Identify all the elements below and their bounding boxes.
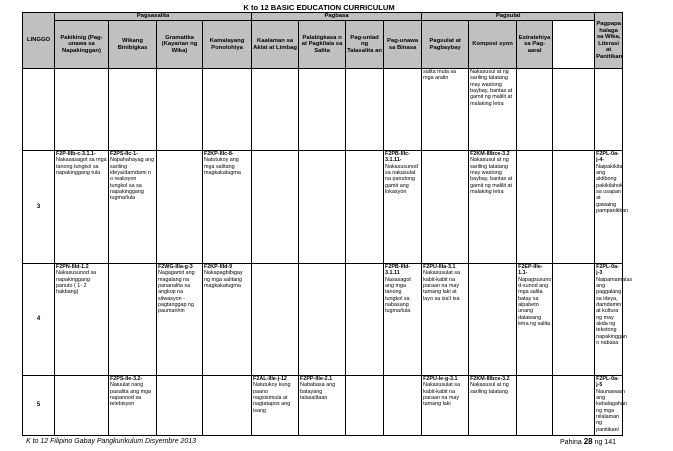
header-kamalayang-ponolohiya: Kamalayang Ponolohiya [203,21,252,69]
table-cell: F2PS-IIc-1- Napahahayag ang sariling ideya/damdami n o reaksyon tungkol sa sa napakinggang tugma/tula [109,151,157,264]
table-cell: F2PU-IIIa-3.1 Nakasusulat sa kabit-kabit na paraan na may tamang laki at layo sa isa't isa [422,264,469,376]
table-cell: F2PL-0a-j-5 Naunawaan ang kahalagahan ng mga nilalaman ng panitikan/ [595,376,623,436]
table-cell: F2PS-IIe-3.2- Naiuulat nang pasalita ang mga napanood sa telebisyon [109,376,157,436]
header-gramatika: Gramatika (Kayarian ng Wika) [157,21,203,69]
table-cell: salita mula sa mga aralin [422,69,469,151]
table-cell: F2EP-IIIe-1.1- Napagsusuno d-sunod ang mga salita batay sa alpabeto unang dalawang letra ng salita [517,264,553,376]
table-row [23,69,673,151]
header-pagbasa: Pagbasa [252,13,422,21]
table-cell: F2KM-IIIbce-3.2 Nakasusul at ng sariling talatang may wastong baybay, bantas at gamit ng malilit at malaking letra [469,151,517,264]
table-cell: F2PL-0a-j-3 Naipamamalas ang paggalang sa ideya, damdamin at kultura ng may akda ng tekstong napakinggan o nabasa [595,264,623,376]
table-cell: F2PB-IIId-3.1.11 Nasasagot ang mga tanong tungkol sa nabasang tugma/tula [384,264,422,376]
week-number: 3 [23,151,55,264]
header-kaalaman-aklat: Kaalaman sa Aklat at Limbag [252,21,299,69]
table-cell: F2PB-IIIc-3.1.11- Nakasusunod sa nakasulat na panutong gamit ang lokasyon [384,151,422,264]
table-cell: F2P-IIIb-c-3.1.1- Nakasasagot sa mga tanong tungkol sa napakinggang tula [55,151,109,264]
table-cell: F2KP-IIId-9 Nakapagbibigay ng mga salitang magkakatugma [203,264,252,376]
week-number: 5 [23,376,55,436]
table-cell: F2KP-IIIc-8- Natutukoy ang mga salitang magkakatugma [203,151,252,264]
week-number: 4 [23,264,55,376]
table-cell: F2PN-IIId-1.2 Nakasusunod sa napakinggang panuto ( 1- 2 hakbang) [55,264,109,376]
header-pagsulat-pagbaybay: Pagsulat at Pagbaybay [422,21,469,69]
header-pagpapahalaga: Pagpapa halaga sa Wika, Literasi at Panitikan [595,13,623,69]
table-row [23,376,673,436]
header-pagsasalita: Pagsasalita [55,13,252,21]
table-header-group-row [23,13,673,21]
curriculum-table [22,12,673,436]
table-header-row [23,21,673,69]
header-pagsulat: Pagsulat [422,13,595,21]
page-number: Pahina 28 ng 141 [559,437,616,446]
table-cell: F2PL-0a-j-4- Naipakikita ang aktibong pakikilahok sa usapan at gawaing pampanitikan [595,151,623,264]
header-lingo: LINGGO [23,13,55,69]
table-cell: F2AL-IIIe-j-12 Natutukoy kung paano nagsisimula at nagtatapos ang isang [252,376,299,436]
header-estratehiya: Estratehiya sa Pag-aaral [517,21,553,69]
header-wikang-binibigkas: Wikang Binibigkas [109,21,157,69]
header-palabigkasan: Palabigkasa n at Pagkilala sa Salita [299,21,346,69]
header-pag-unawa-binasa: Pag-unawa sa Binasa [384,21,422,69]
header-pag-unlad: Pag-unlad ng Talasalita an [346,21,384,69]
table-cell: F2PU-Ie-g-3.1 Nakasusulat sa kabit-kabit na paraan na may tamang laki [422,376,469,436]
footer-document-title: K to 12 Filipino Gabay Pangkurikulum Disyembre 2013 [26,438,197,445]
table-row [23,151,673,264]
header-pakikinig: Pakikinig (Pag-unawa sa Napakinggan) [55,21,109,69]
header-komposisyon: Komposi syon [469,21,517,69]
page-title: K to 12 BASIC EDUCATION CURRICULUM [243,3,395,12]
table-cell: F2KM-IIIbce-3.2 Nakasusul at ng sariling talatang [469,376,517,436]
table-cell: F2WG-IIIa-g-3 Nagagamit ang magalang na pananalita sa angkop na sitwasyon - pagtanggap ng paumanhin [157,264,203,376]
table-row [23,264,673,376]
table-cell: Nakasusul at ng sariling talatang may wastong baybay, bantas at gamit ng malilit at malaking letra [469,69,517,151]
table-cell: F2PP-IIIe-2.1 Nababasa ang batayang talasalitaan [299,376,346,436]
